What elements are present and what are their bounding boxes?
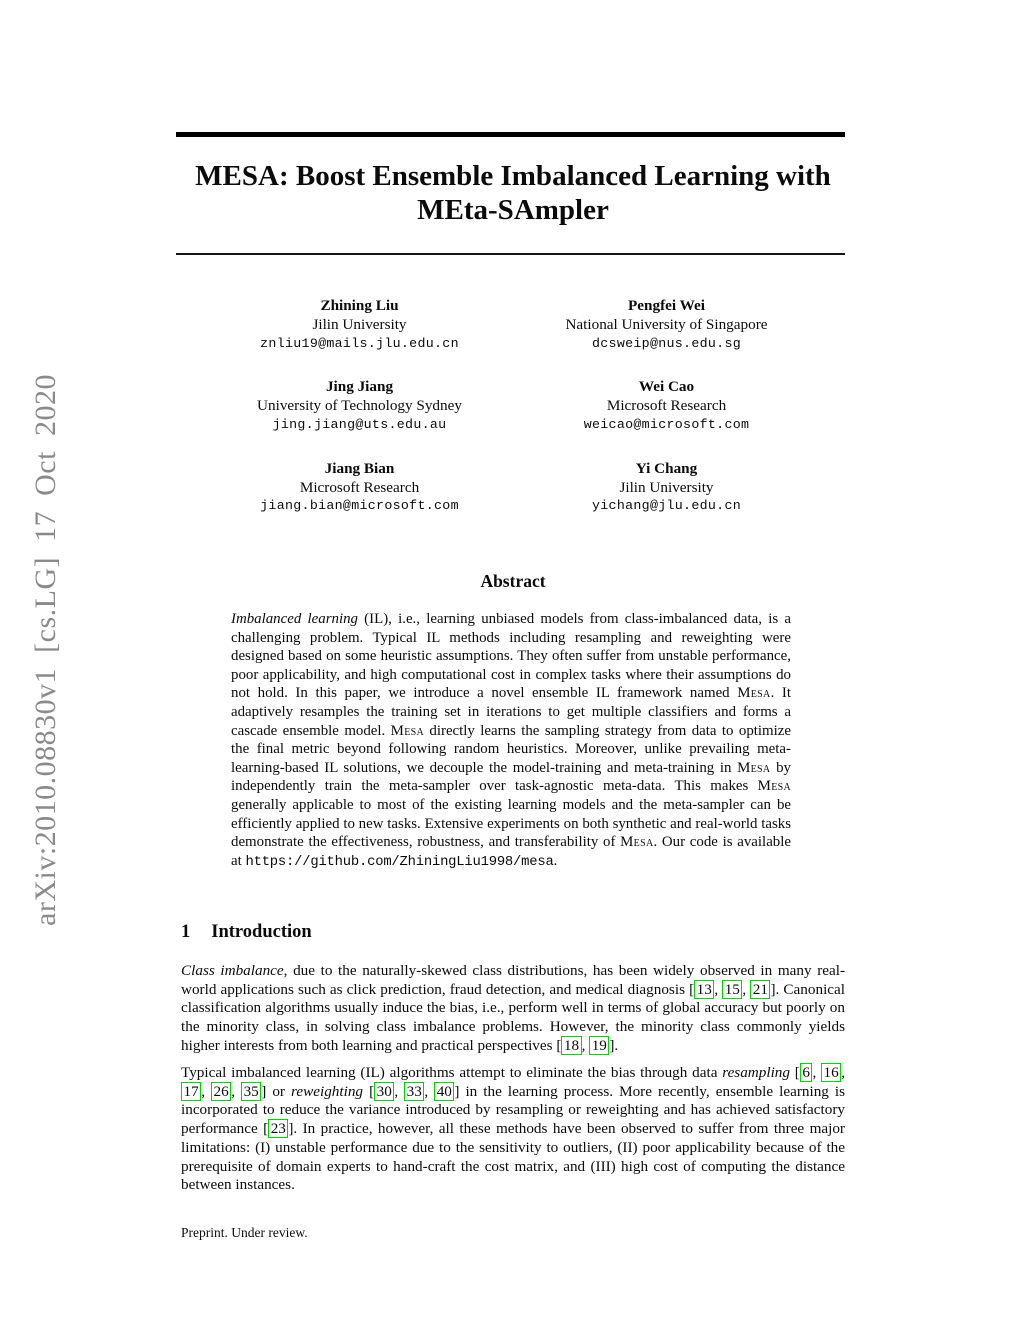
author-email: jiang.bian@microsoft.com — [260, 498, 459, 514]
text-segment: ]. In practice, however, all these methods have been observed to suffer from three major limitations: (I) unstable performance due to the sensitivity to outliers, (II) poor applicability because of the prerequisite of domain experts to hand-craft the cost matrix, and (III) high cost of computing the distance between instances. — [181, 1120, 845, 1194]
citation-link[interactable]: 33 — [404, 1082, 424, 1101]
text-segment: Typical imbalanced learning (IL) algorithms attempt to eliminate the bias through data — [181, 1064, 723, 1081]
author-affiliation: Jilin University — [619, 478, 714, 496]
text-segment: [ — [790, 1064, 800, 1081]
citation-link[interactable]: 40 — [434, 1082, 454, 1101]
text-segment: ] in the learning process. More recently, ensemble learning is incorporated to reduce the variance introduced by resampling or reweighting and has achieved satisfactory performance [ — [181, 1082, 846, 1138]
author-affiliation: Jilin University — [312, 315, 407, 333]
text-segment: , — [742, 980, 751, 998]
text-segment: Mesa — [737, 685, 771, 702]
title-rule-bottom — [176, 253, 845, 255]
citation-link[interactable]: 16 — [821, 1063, 841, 1082]
text-segment: Mesa — [737, 759, 771, 776]
abstract-text — [231, 610, 791, 871]
text-segment: Mesa — [620, 834, 654, 851]
text-segment: ]. Canonical classification algorithms usually induce the bias, i.e., perform well in terms of global accuracy but poorly on the minority class, in solving class imbalance problems. However, the minority class commonly yields higher interests from both learning and practical perspectives [ — [181, 980, 845, 1054]
text-segment: , — [394, 1082, 405, 1100]
text-segment: , — [581, 1036, 590, 1054]
text-segment: Class imbalance — [181, 962, 284, 979]
author-affiliation: University of Technology Sydney — [257, 397, 462, 415]
author-block — [206, 297, 820, 516]
github-url[interactable]: https://github.com/ZhiningLiu1998/mesa — [245, 853, 554, 870]
text-segment: ] or — [261, 1082, 292, 1100]
author-name: Jing Jiang — [325, 378, 394, 396]
section-number: 1 — [181, 922, 191, 942]
author-name: Jiang Bian — [324, 459, 395, 477]
text-segment: [ — [363, 1082, 375, 1100]
citation-link[interactable]: 35 — [241, 1082, 261, 1101]
text-segment: , — [841, 1064, 845, 1081]
author-card — [206, 460, 513, 516]
author-affiliation: Microsoft Research — [299, 478, 420, 496]
text-segment: directly learns the sampling strategy from data to optimize the final metric beyond following random heuristics. Moreover, unlike prevailing meta-learning-based IL solutions, we decouple the model-training and meta-training in — [231, 722, 791, 776]
text-segment: ]. — [609, 1036, 619, 1054]
text-segment: by independently train the meta-sampler over task-agnostic meta-data. This makes — [231, 759, 791, 795]
text-segment: Mesa — [757, 778, 791, 795]
author-affiliation: National University of Singapore — [565, 315, 768, 333]
citation-link[interactable]: 17 — [181, 1082, 201, 1101]
citation-link[interactable]: 19 — [589, 1036, 609, 1055]
citation-link[interactable]: 23 — [268, 1119, 288, 1138]
text-segment: resampling — [722, 1064, 790, 1081]
author-card — [513, 460, 820, 516]
citation-link[interactable]: 6 — [800, 1063, 813, 1082]
paper-title — [171, 159, 855, 227]
paper-title-line2: MEta-SAmpler — [417, 194, 609, 226]
citation-link[interactable]: 26 — [211, 1082, 231, 1101]
author-email: znliu19@mails.jlu.edu.cn — [260, 335, 459, 351]
text-segment: generally applicable to most of the existing learning models and the meta-sampler can be efficiently applied to new tasks. Extensive experiments on both synthetic and real-world tasks demonstrate the effectiveness, robustness, and transferability of — [231, 796, 791, 851]
author-email: jing.jiang@uts.edu.au — [272, 416, 447, 432]
author-name: Yi Chang — [635, 459, 698, 477]
text-segment: . — [553, 852, 558, 869]
text-segment: reweighting — [291, 1082, 364, 1100]
author-card — [513, 297, 820, 353]
section-title: Introduction — [211, 922, 312, 942]
text-segment: , — [424, 1082, 435, 1100]
abstract-heading: Abstract — [480, 571, 546, 591]
text-segment: , due to the naturally-skewed class distributions, has been widely observed in many real-world applications such as click prediction, fraud detection, and medical diagnosis [ — [181, 962, 846, 998]
intro-paragraph-2 — [181, 1064, 845, 1195]
text-segment: , — [714, 980, 723, 998]
text-segment: . It adaptively resamples the training set in iterations to get multiple classifiers and forms a cascade ensemble model. — [231, 685, 792, 739]
paper-title-line1: MESA: Boost Ensemble Imbalanced Learning with — [195, 160, 831, 192]
intro-paragraph-1 — [181, 962, 845, 1056]
section-heading-introduction — [181, 922, 312, 943]
text-segment: , — [231, 1082, 242, 1100]
citation-link[interactable]: 18 — [561, 1036, 581, 1055]
citation-link[interactable]: 30 — [374, 1082, 394, 1101]
text-segment: , — [812, 1064, 822, 1081]
text-segment: (IL), i.e., learning unbiased models from class-imbalanced data, is a challenging problem. Typical IL methods including resampling and reweighting were designed based on some heuristic assumptions. They often suffer from unstable performance, poor applicability, and high computational cost in complex tasks where their assumptions do not hold. In this paper, we introduce a novel ensemble IL framework named — [231, 611, 791, 702]
author-card — [206, 378, 513, 434]
text-segment: , — [201, 1082, 212, 1100]
text-segment: . Our code is available at — [231, 834, 791, 869]
title-rule-top — [176, 132, 845, 137]
citation-link[interactable]: 21 — [750, 980, 770, 999]
author-name: Zhining Liu — [320, 297, 399, 314]
author-email: dcsweip@nus.edu.sg — [591, 335, 742, 351]
author-name: Pengfei Wei — [628, 297, 705, 314]
arxiv-sidebar-label: arXiv:2010.08830v1 [cs.LG] 17 Oct 2020 — [29, 374, 62, 926]
author-affiliation: Microsoft Research — [606, 397, 727, 415]
text-segment: Imbalanced learning — [231, 611, 358, 627]
preprint-notice: Preprint. Under review. — [181, 1225, 308, 1240]
author-email: yichang@jlu.edu.cn — [591, 498, 742, 514]
author-name: Wei Cao — [638, 378, 695, 396]
author-card — [513, 378, 820, 434]
author-email: weicao@microsoft.com — [583, 416, 750, 432]
citation-link[interactable]: 13 — [694, 980, 714, 999]
author-card — [206, 297, 513, 353]
citation-link[interactable]: 15 — [722, 980, 742, 999]
text-segment: Mesa — [390, 722, 424, 739]
